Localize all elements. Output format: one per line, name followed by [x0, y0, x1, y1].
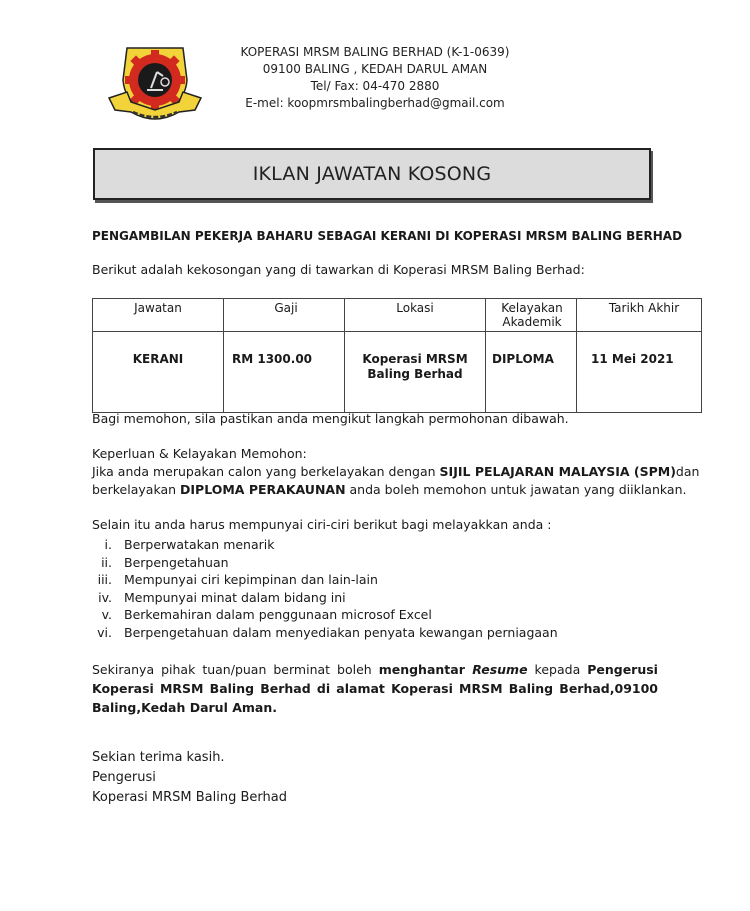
list-text: Berperwatakan menarik: [124, 537, 275, 552]
list-item: [92, 554, 558, 572]
closing-paragraph: [92, 660, 658, 717]
req-diploma: DIPLOMA PERAKAUNAN: [180, 482, 346, 497]
signoff-org: Koperasi MRSM Baling Berhad: [92, 790, 287, 805]
list-item: [92, 536, 558, 554]
apply-note: Bagi memohon, sila pastikan anda mengikut langkah permohonan dibawah.: [92, 411, 569, 426]
signoff-thanks: Sekian terima kasih.: [92, 750, 225, 765]
header-tarikh: Tarikh Akhir: [577, 299, 702, 332]
list-text: Mempunyai minat dalam bidang ini: [124, 589, 346, 605]
requirements-line-2: [92, 482, 686, 497]
org-address: 09100 BALING , KEDAH DARUL AMAN: [262, 62, 488, 76]
closing-text: kepada: [527, 662, 588, 677]
header-lokasi: Lokasi: [345, 299, 486, 332]
closing-address: Pengerusi Koperasi MRSM Baling Berhad di alamat Koperasi MRSM Baling Berhad,09100 Baling,Kedah Darul Aman.: [92, 662, 658, 715]
header-jawatan: Jawatan: [93, 299, 224, 332]
list-text: Berpengetahuan: [124, 554, 229, 570]
org-email: E-mel: koopmrsmbalingberhad@gmail.com: [245, 96, 505, 110]
section-heading: PENGAMBILAN PEKERJA BAHARU SEBAGAI KERANI DI KOPERASI MRSM BALING BERHAD: [92, 229, 683, 243]
req-text: dan: [675, 464, 700, 479]
list-num: i.: [104, 537, 112, 552]
cell-lokasi: Koperasi MRSM Baling Berhad: [345, 332, 486, 413]
org-name: KOPERASI MRSM BALING BERHAD (K-1-0639): [240, 45, 510, 59]
req-text: berkelayakan: [92, 482, 181, 497]
list-text: Berpengetahuan dalam menyediakan penyata kewangan perniagaan: [124, 624, 558, 640]
traits-list: [92, 536, 558, 641]
page-title: [93, 148, 651, 200]
letterhead: [230, 44, 520, 112]
intro-text: Berikut adalah kekosongan yang di tawarkan di Koperasi MRSM Baling Berhad:: [92, 262, 585, 277]
list-num: ii.: [101, 554, 112, 570]
list-num: v.: [101, 607, 112, 622]
requirements-label: Keperluan & Kelayakan Memohon:: [92, 446, 307, 461]
org-phone: Tel/ Fax: 04-470 2880: [310, 79, 440, 93]
list-item: [92, 571, 558, 589]
list-num: iii.: [97, 572, 112, 587]
list-num: vi.: [97, 624, 112, 640]
title-text: IKLAN JAWATAN KOSONG: [252, 163, 492, 185]
list-item: [92, 606, 558, 624]
list-text: Mempunyai ciri kepimpinan dan lain-lain: [124, 572, 378, 587]
req-text: Jika anda merupakan calon yang berkelayakan dengan: [92, 464, 440, 479]
vacancy-table: [92, 298, 702, 413]
table-row: [93, 332, 702, 413]
traits-intro: Selain itu anda harus mempunyai ciri-ciri berikut bagi melayakkan anda :: [92, 517, 552, 532]
list-text: Berkemahiran dalam penggunaan microsof Excel: [124, 607, 432, 622]
list-num: iv.: [98, 589, 112, 605]
list-item: [92, 624, 558, 642]
cell-gaji: RM 1300.00: [224, 332, 345, 413]
requirements-line-1: [92, 464, 699, 479]
closing-resume: Resume: [472, 662, 528, 677]
req-text: anda boleh memohon untuk jawatan yang diiklankan.: [345, 482, 687, 497]
req-spm: SIJIL PELAJARAN MALAYSIA (SPM): [439, 464, 676, 479]
closing-bold: menghantar: [378, 662, 473, 677]
mrsm-crest-logo-icon: [107, 40, 203, 130]
signoff-position: Pengerusi: [92, 770, 156, 785]
closing-text: Sekiranya pihak tuan/puan berminat boleh: [92, 662, 379, 677]
header-kelayakan: Kelayakan Akademik: [486, 299, 577, 332]
list-item: [92, 589, 558, 607]
cell-tarikh: 11 Mei 2021: [577, 332, 702, 413]
cell-jawatan: KERANI: [93, 332, 224, 413]
cell-kelayakan: DIPLOMA: [486, 332, 577, 413]
header-gaji: Gaji: [224, 299, 345, 332]
table-header-row: [93, 299, 702, 332]
